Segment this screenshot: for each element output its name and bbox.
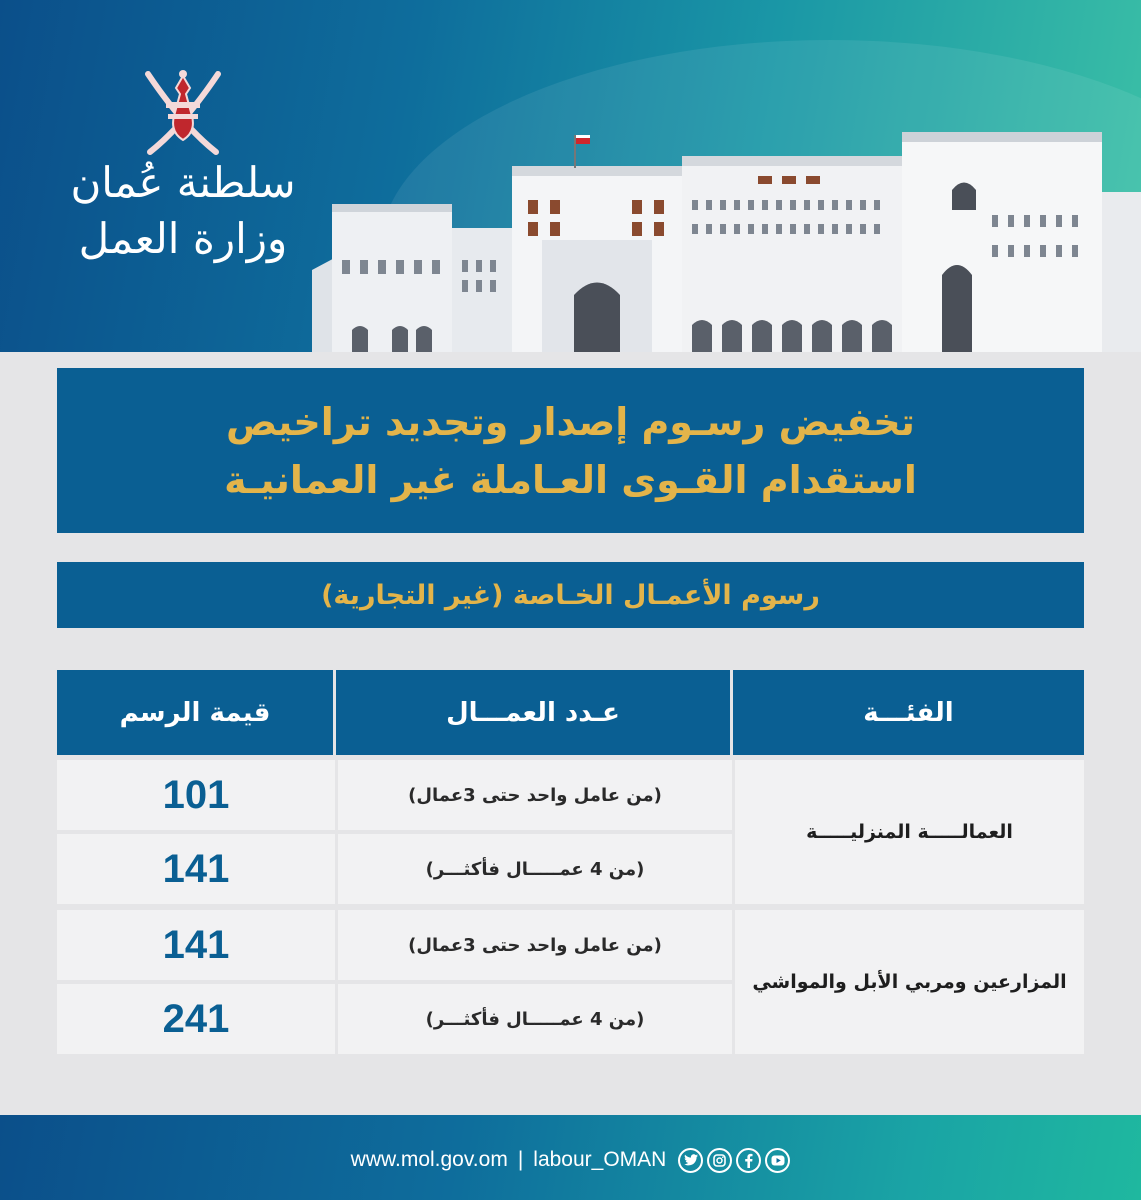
- title-banner: [57, 368, 1084, 533]
- column-header-category-label: الفئـــة: [863, 697, 954, 728]
- subtitle-text: رسوم الأعمـال الخـاصة (غير التجارية): [321, 579, 820, 611]
- subtitle-banner: [57, 562, 1084, 628]
- ministry-logo: [68, 66, 298, 276]
- twitter-icon[interactable]: [678, 1148, 703, 1173]
- table-row-fee-cell: [57, 910, 335, 980]
- footer-separator: |: [517, 1148, 524, 1171]
- workers-range-label: (من عامل واحد حتى 3عمال): [408, 934, 662, 956]
- website-link[interactable]: www.mol.gov.om: [350, 1148, 508, 1171]
- header-banner: [0, 0, 1141, 352]
- column-header-fee-label: قيمة الرسم: [119, 697, 271, 728]
- table-row-workers-cell: [338, 984, 732, 1054]
- category-cell-farmers: [735, 910, 1084, 1054]
- social-icons: [674, 1148, 790, 1173]
- logo-text-sultanate: سلطنة عُمان: [70, 158, 296, 207]
- workers-range-label: (من 4 عمـــــال فأكثـــر): [425, 858, 645, 880]
- table-row-workers-cell: [338, 760, 732, 830]
- facebook-icon[interactable]: [736, 1148, 761, 1173]
- table-row-fee-cell: [57, 760, 335, 830]
- oman-emblem-icon: [68, 66, 298, 156]
- title-line-1: تخفيض رسـوم إصدار وتجديد تراخيص: [226, 399, 915, 444]
- workers-range-label: (من 4 عمـــــال فأكثـــر): [425, 1008, 645, 1030]
- column-header-workers-label: عـدد العمـــال: [446, 697, 620, 728]
- fee-value: 141: [162, 922, 230, 967]
- footer-contact: [0, 1145, 1141, 1175]
- table-row-workers-cell: [338, 910, 732, 980]
- youtube-icon[interactable]: [765, 1148, 790, 1173]
- social-handle[interactable]: labour_OMAN: [533, 1148, 667, 1171]
- fee-value: 241: [162, 996, 230, 1041]
- column-header-workers: [336, 670, 730, 755]
- instagram-icon[interactable]: [707, 1148, 732, 1173]
- logo-text-ministry: وزارة العمل: [78, 214, 288, 263]
- footer-bar: [0, 1115, 1141, 1200]
- ministry-building-illustration: [312, 120, 1141, 352]
- table-row-workers-cell: [338, 834, 732, 904]
- title-line-2: استقدام القـوى العـاملة غير العمانيـة: [224, 457, 917, 502]
- category-label: العمالـــــة المنزليـــــة: [806, 821, 1013, 843]
- category-label: المزارعين ومربي الأبل والمواشي: [752, 971, 1067, 993]
- fee-value: 141: [162, 846, 230, 891]
- table-row-fee-cell: [57, 984, 335, 1054]
- category-cell-domestic: [735, 760, 1084, 904]
- column-header-fee: [57, 670, 333, 755]
- fee-value: 101: [162, 772, 230, 817]
- table-row-fee-cell: [57, 834, 335, 904]
- workers-range-label: (من عامل واحد حتى 3عمال): [408, 784, 662, 806]
- column-header-category: [733, 670, 1084, 755]
